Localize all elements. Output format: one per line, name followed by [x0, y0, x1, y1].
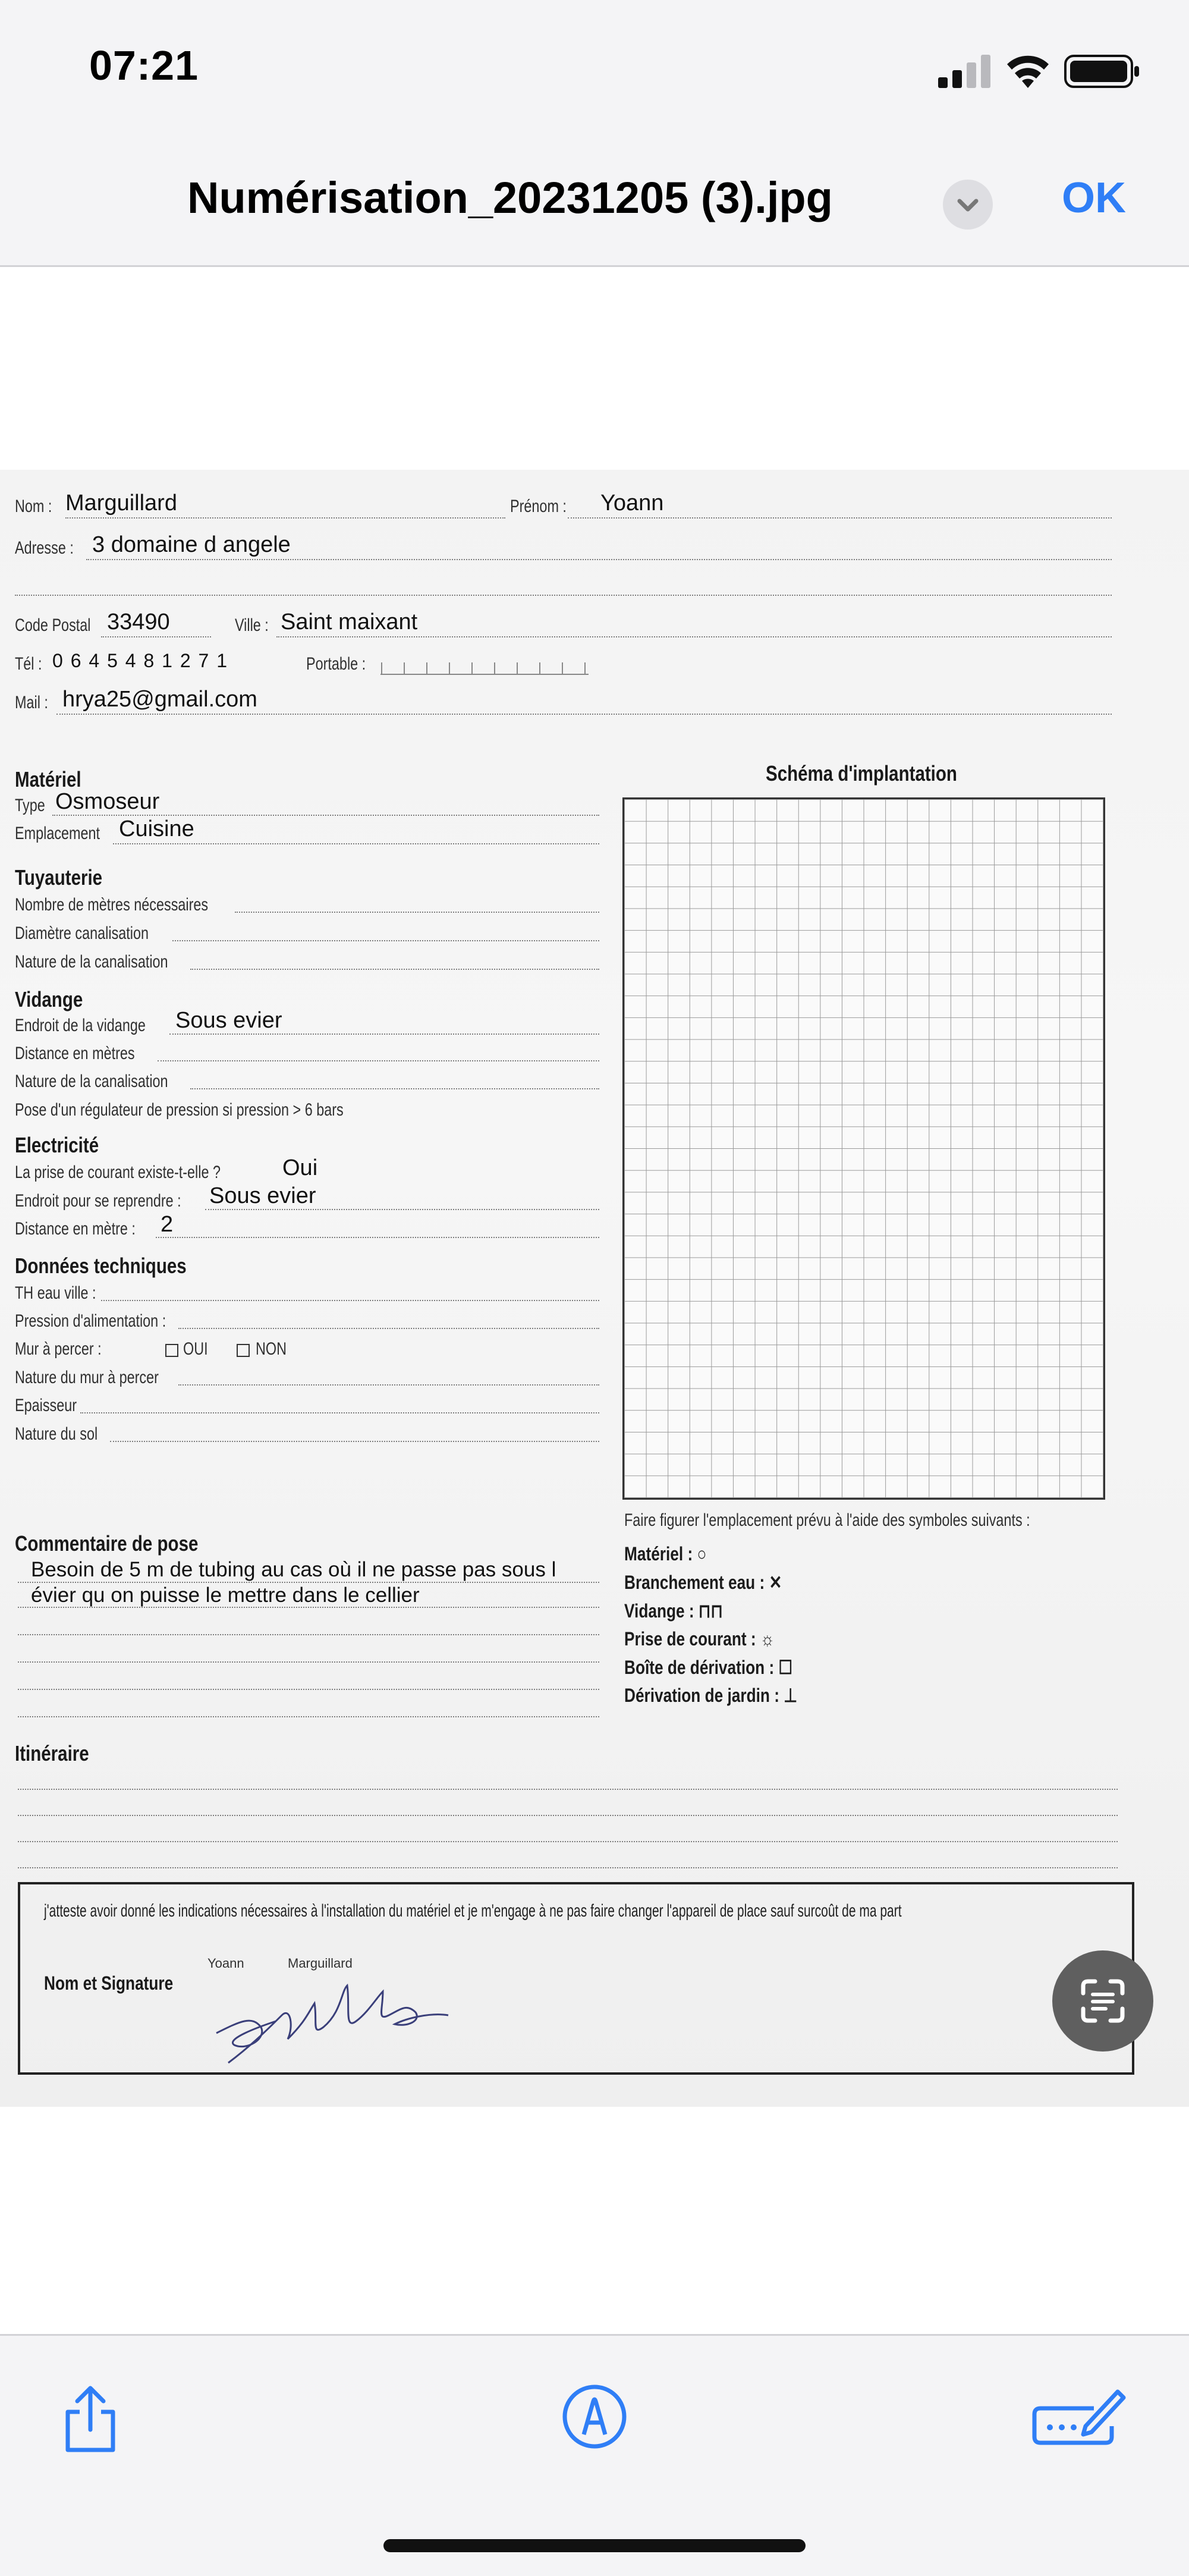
dotted-line	[18, 1716, 599, 1717]
oui-label: OUI	[183, 1339, 208, 1359]
navigation-bar	[0, 137, 1189, 267]
dotted-line	[158, 1060, 599, 1061]
dotted-line	[235, 912, 599, 913]
electricite-heading: Electricité	[15, 1133, 99, 1157]
chevron-down-icon	[943, 180, 993, 230]
dotted-line	[18, 1634, 599, 1635]
dotted-line	[190, 1088, 599, 1089]
dotted-line	[18, 1789, 1118, 1790]
mail-label: Mail :	[15, 693, 48, 712]
regulateur-label: Pose d'un régulateur de pression si pression > 6 bars	[15, 1100, 344, 1120]
ville-value: Saint maixant	[281, 610, 418, 634]
attest-text: j'atteste avoir donné les indications nécessaires à l'installation du matériel et je m'engage à ne pas faire changer l'appareil de place sauf surcoût de ma part	[44, 1901, 902, 1921]
non-label: NON	[256, 1339, 287, 1359]
battery-icon	[1064, 54, 1141, 89]
mail-value: hrya25@gmail.com	[62, 687, 257, 712]
dotted-line	[568, 517, 1112, 519]
prenom-label: Prénom :	[510, 497, 567, 516]
ok-button[interactable]: OK	[1062, 174, 1126, 222]
dotted-line	[190, 969, 599, 970]
tel-label: Tél :	[15, 654, 42, 674]
commentaire-line2: évier qu on puisse le mettre dans le cellier	[31, 1584, 420, 1607]
prise-label: La prise de courant existe-t-elle ?	[15, 1163, 221, 1182]
legend-boite: Boîte de dérivation : ☐	[624, 1657, 793, 1678]
pression-label: Pression d'alimentation :	[15, 1311, 166, 1331]
live-text-scan-icon	[1052, 1950, 1153, 2052]
cellular-signal-icon	[938, 55, 992, 88]
vidange-heading: Vidange	[15, 987, 83, 1011]
cp-value: 33490	[107, 610, 170, 634]
mur-label: Mur à percer :	[15, 1339, 102, 1359]
prise-value: Oui	[282, 1155, 318, 1180]
home-indicator[interactable]	[383, 2539, 806, 2552]
implantation-grid	[622, 797, 1105, 1500]
portable-label: Portable :	[306, 654, 366, 674]
dotted-line	[178, 1328, 599, 1329]
legend-intro: Faire figurer l'emplacement prévu à l'aide des symboles suivants :	[624, 1510, 1030, 1530]
dotted-line	[276, 636, 1112, 637]
dotted-line	[52, 815, 599, 816]
legend-derivation: Dérivation de jardin : ⊥	[624, 1685, 798, 1706]
adresse-label: Adresse :	[15, 538, 74, 558]
keyboard-edit-icon[interactable]	[1028, 2382, 1126, 2448]
dotted-line	[178, 1384, 599, 1386]
non-checkbox[interactable]	[237, 1344, 250, 1357]
nature-canal-label: Nature de la canalisation	[15, 952, 168, 972]
tel-value: 0 6 4 5 4 8 1 2 7 1	[52, 650, 228, 671]
dotted-line	[205, 1209, 599, 1210]
nom-value: Marguillard	[65, 491, 177, 516]
dotted-line	[169, 1033, 599, 1035]
materiel-heading: Matériel	[15, 767, 81, 791]
dotted-line	[18, 1607, 599, 1608]
status-bar	[0, 0, 1189, 137]
th-label: TH eau ville :	[15, 1283, 96, 1303]
metres-label: Nombre de mètres nécessaires	[15, 895, 209, 915]
endroit-vidange-value: Sous evier	[175, 1008, 282, 1033]
itineraire-heading: Itinéraire	[15, 1741, 89, 1765]
dotted-line	[101, 1300, 599, 1301]
nature-canal2-label: Nature de la canalisation	[15, 1072, 168, 1091]
dotted-line	[110, 1441, 599, 1442]
legend-branchement: Branchement eau : ✕	[624, 1572, 782, 1593]
dotted-line	[113, 843, 599, 844]
distance-metres-label: Distance en mètres	[15, 1044, 135, 1063]
donnees-heading: Données techniques	[15, 1254, 187, 1278]
live-text-button[interactable]	[1052, 1950, 1153, 2052]
portable-digit-boxes	[380, 655, 589, 676]
legend-prise: Prise de courant : ☼	[624, 1628, 775, 1650]
adresse-value: 3 domaine d angele	[92, 532, 291, 557]
emplacement-value: Cuisine	[119, 816, 194, 841]
signature-label: Nom et Signature	[44, 1972, 174, 1994]
endroit-reprendre-value: Sous evier	[209, 1183, 316, 1208]
cp-label: Code Postal	[15, 615, 91, 635]
sign-nom: Marguillard	[288, 1956, 353, 1971]
handwritten-signature	[205, 1956, 454, 2069]
dotted-line	[156, 1237, 599, 1238]
commentaire-line1: Besoin de 5 m de tubing au cas où il ne passe pas sous l	[31, 1558, 556, 1581]
dotted-line	[18, 1815, 1118, 1816]
dotted-line	[172, 940, 599, 941]
diametre-label: Diamètre canalisation	[15, 923, 149, 943]
dotted-line	[18, 1661, 599, 1663]
endroit-vidange-label: Endroit de la vidange	[15, 1016, 146, 1035]
sign-prenom: Yoann	[207, 1956, 244, 1971]
distance-metre-label: Distance en mètre :	[15, 1219, 136, 1239]
title-menu-button[interactable]	[943, 180, 993, 230]
prenom-value: Yoann	[600, 491, 664, 516]
endroit-reprendre-label: Endroit pour se reprendre :	[15, 1191, 181, 1211]
markup-pen-icon[interactable]	[560, 2382, 629, 2451]
file-title[interactable]: Numérisation_20231205 (3).jpg	[187, 173, 833, 222]
nom-label: Nom :	[15, 497, 52, 516]
schema-title: Schéma d'implantation	[766, 761, 957, 786]
nature-sol-label: Nature du sol	[15, 1424, 98, 1444]
dotted-line	[18, 1582, 599, 1583]
dotted-line	[15, 595, 1112, 596]
scanned-document	[0, 470, 1189, 2107]
dotted-line	[18, 1841, 1118, 1842]
ville-label: Ville :	[235, 615, 269, 635]
wifi-icon	[1004, 51, 1052, 89]
type-label: Type	[15, 796, 45, 815]
emplacement-label: Emplacement	[15, 824, 100, 843]
dotted-line	[80, 1412, 599, 1413]
legend-materiel: Matériel : ○	[624, 1543, 707, 1565]
attestation-box	[18, 1882, 1134, 2075]
oui-checkbox[interactable]	[165, 1344, 178, 1357]
share-icon[interactable]	[59, 2383, 121, 2455]
dotted-line	[18, 1867, 1118, 1868]
legend-vidange: Vidange : ⊓⊓	[624, 1600, 723, 1622]
dotted-line	[65, 517, 505, 519]
dotted-line	[56, 714, 1112, 715]
distance-metre-value: 2	[161, 1212, 174, 1237]
dotted-line	[18, 1689, 599, 1690]
nature-mur-label: Nature du mur à percer	[15, 1368, 159, 1387]
dotted-line	[86, 559, 1112, 560]
type-value: Osmoseur	[55, 789, 160, 814]
commentaire-heading: Commentaire de pose	[15, 1531, 199, 1556]
epaisseur-label: Epaisseur	[15, 1396, 77, 1415]
tuyauterie-heading: Tuyauterie	[15, 865, 103, 890]
dotted-line	[101, 636, 211, 637]
status-time: 07:21	[89, 42, 199, 89]
